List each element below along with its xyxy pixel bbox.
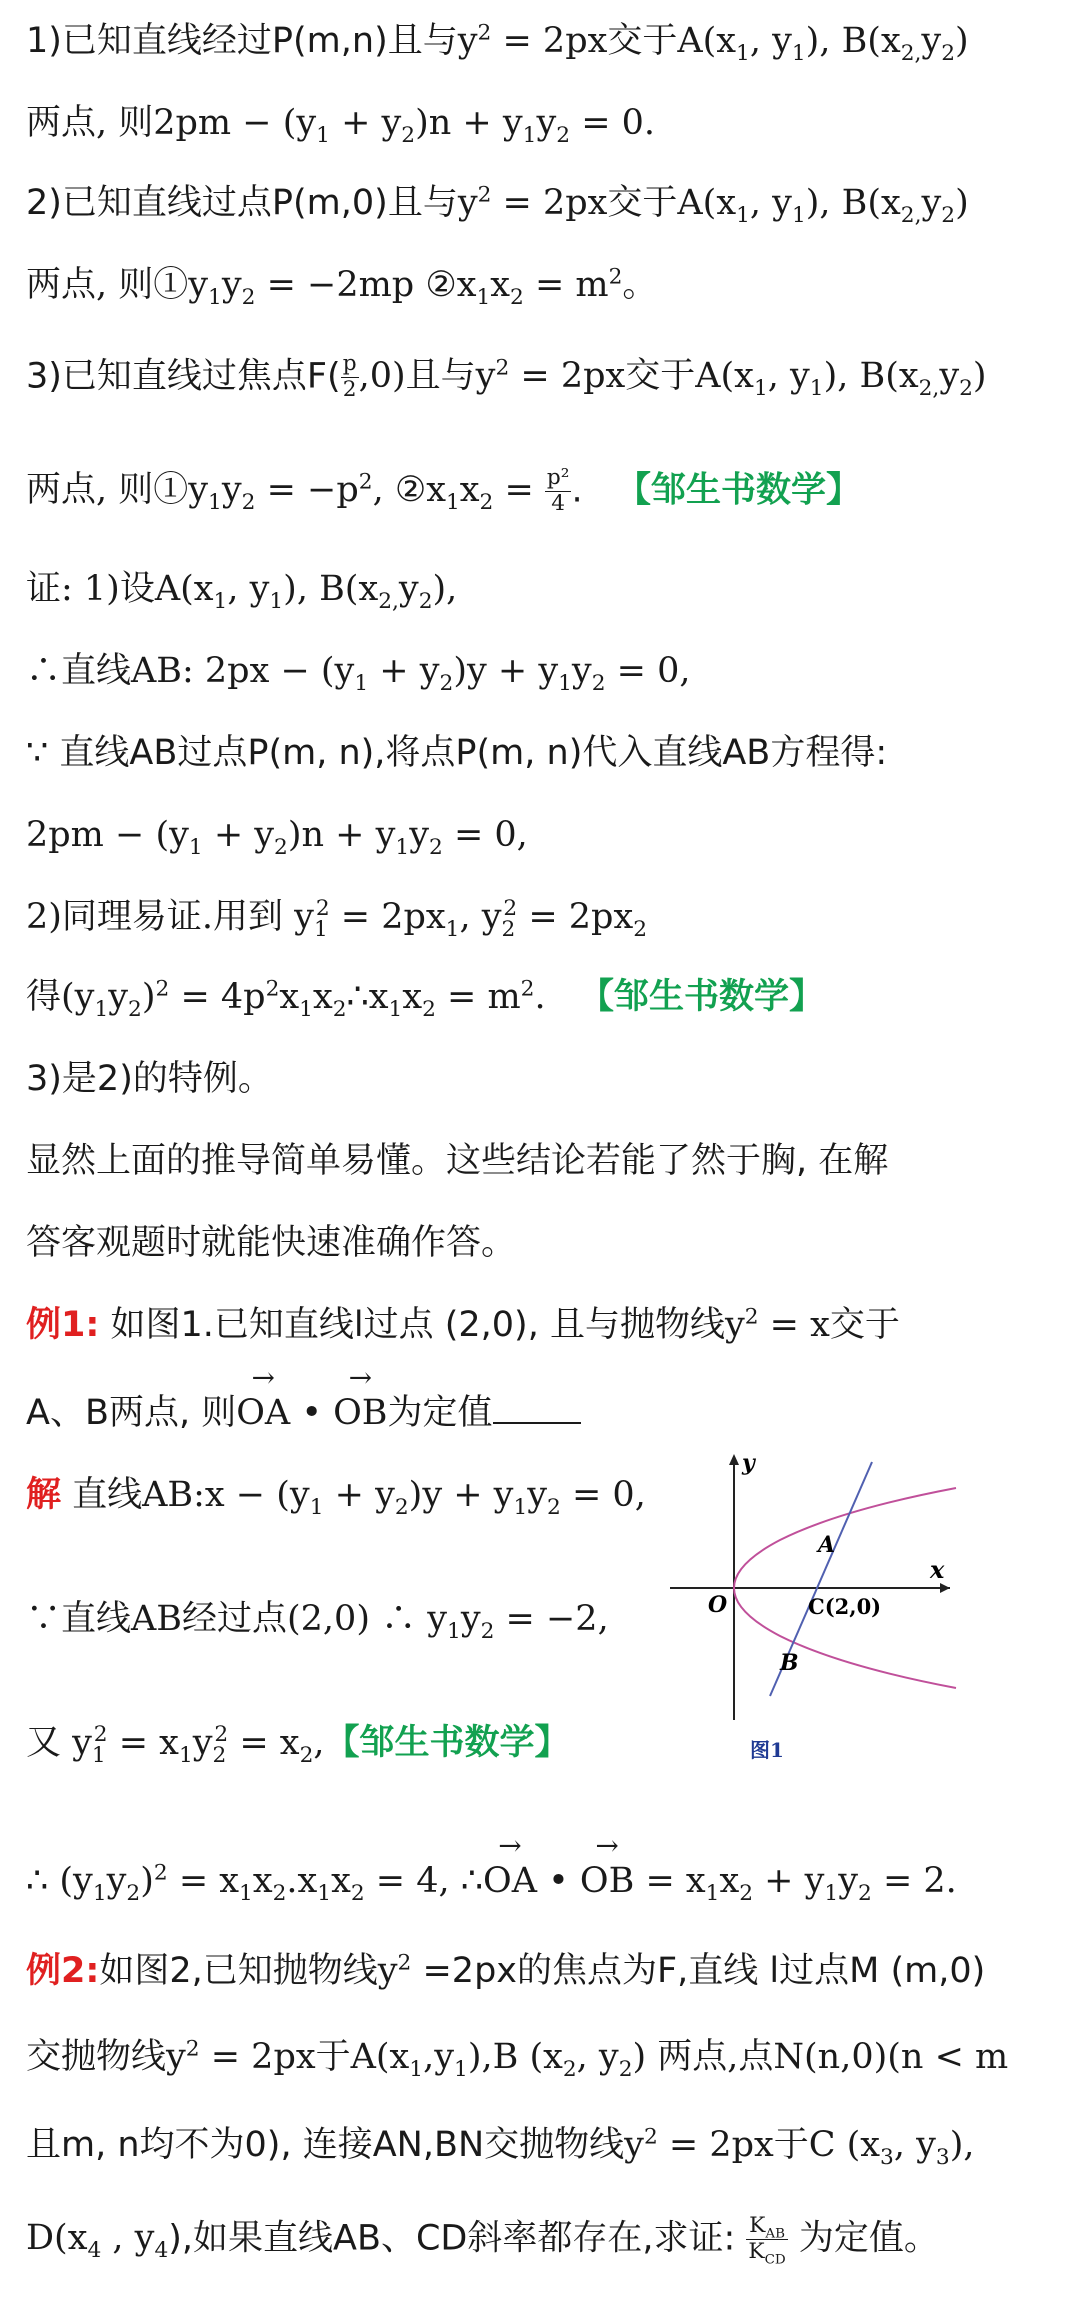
example-1-line-2: A、B两点, 则→ OA • → OB为定值	[26, 1390, 1060, 1436]
axis-x-label: x	[930, 1555, 945, 1584]
conclusion-3-line-1: 3)已知直线过焦点F( $\frac{p}{2}$ ,0)且与$y^2 = 2px$交于$A(x_1$, $y_1$), $B(x_{2,}y_2)$	[26, 351, 987, 402]
solution-label: 解	[26, 1475, 62, 1515]
vector-ob: → OB	[580, 1858, 634, 1904]
brand-tag: 【邹生书数学】	[616, 470, 862, 511]
fraction-kab-over-kcd: $\frac{K_{AB}}{K_{CD}}$	[748, 2213, 786, 2268]
fraction-p-over-2: $\frac{p}{2}$	[342, 351, 357, 402]
proof-line-6: 得$(y_1y_2)^2$ = $4p^2x_1x_2\therefore x_1x_2 = m^2$. 【邹生书数学】	[26, 976, 825, 1022]
example-2-line-1: 例2:如图2,已知抛物线$y^2 =2px$的焦点为F,直线 l过点M (m,0)	[26, 1950, 986, 1991]
conclusion-1-line-2: 两点, 则$2pm - (y_1 + y_2)n + y_1y_2 = 0$.	[26, 103, 656, 148]
solution-line-4: ∴ $(y_1y_2)^2 = x_1x_2.x_1x_2 = 4$, ∴→ OA • → OB = $x_1x_2 + y_1y_2 = 2$.	[26, 1858, 1060, 1904]
brand-tag: 【邹生书数学】	[324, 1723, 570, 1763]
example-1-line-1: 例1: 如图1.已知直线l过点 (2,0), 且与抛物线$y^2 = x$交于	[26, 1304, 900, 1345]
conclusion-2-line-2: 两点, 则$①y_1y_2 = -2mp$ $②x_1x_2 = m^2$。	[26, 264, 658, 310]
x-axis-arrow-icon	[940, 1583, 950, 1593]
answer-blank	[493, 1392, 581, 1424]
example-2-line-2: 交抛物线$y^2 = 2px$于$A(x_1,y_1),B$ ($x_2$, $y_2$) 两点,点N(n,0)(n < m	[26, 2036, 1009, 2082]
point-b-label: B	[780, 1650, 799, 1676]
proof-line-7: 3)是2)的特例。	[26, 1059, 273, 1099]
conclusion-1-line-1: 1)已知直线经过P(m,n)且与$y^2 = 2px$交于$A(x_1$, $y_1$), $B(x_{2,}y_2)$	[26, 20, 969, 66]
solution-line-1: 解 直线AB:x − $(y_1 + y_2)y + y_1y_2 = 0$,	[26, 1475, 646, 1520]
solution-line-3: 又 $y_1^2 = x_1y_2^2 = x_2$,【邹生书数学】	[26, 1722, 570, 1768]
point-c-label: C(2,0)	[808, 1594, 882, 1619]
proof-line-4: $2pm - (y_1 + y_2)n + y_1y_2 = 0$,	[26, 815, 528, 860]
remark-line-1: 显然上面的推导简单易懂。这些结论若能了然于胸, 在解	[26, 1141, 889, 1181]
vector-oa: → OA	[236, 1390, 290, 1436]
brand-tag: 【邹生书数学】	[579, 977, 825, 1017]
conclusion-3-line-2: 两点, 则$①y_1y_2 = -p^2$, $②x_1x_2$ = $\frac{\text{p²}}{4}$ . 【邹生书数学】	[26, 465, 862, 516]
conclusion-2-line-1: 2)已知直线过点P(m,0)且与$y^2 = 2px$交于$A(x_1$, $y_1$), $B(x_{2,}y_2)$	[26, 182, 969, 228]
figure-1-diagram	[660, 1448, 960, 1728]
remark-line-2: 答客观题时就能快速准确作答。	[26, 1223, 517, 1263]
fraction-p2-over-4: $\frac{\text{p²}}{4}$	[546, 465, 570, 516]
y-axis-arrow-icon	[729, 1454, 739, 1465]
proof-line-1: 证: 1)设$A(x_1$, $y_1$), $B(x_{2,}y_2)$,	[26, 569, 458, 614]
example-2-line-3: 且m, n均不为0), 连接AN,BN交抛物线$y^2 = 2px$于C ($x_3$, $y_3$),	[26, 2124, 975, 2170]
vector-ob: → OB	[333, 1390, 387, 1436]
example-2-label: 例2:	[26, 1951, 100, 1991]
axis-y-label: y	[742, 1450, 755, 1476]
solution-line-2: ∵直线AB经过点(2,0) ∴ $y_1y_2 = -2$,	[26, 1599, 609, 1644]
proof-line-2: ∴直线AB: $2px - (y_1 + y_2)y + y_1y_2 = 0$,	[26, 651, 691, 696]
point-a-label: A	[818, 1532, 836, 1558]
proof-line-5: 2)同理易证.用到 $y_1^2 = 2px_1$, $y_2^2 = 2px_2$	[26, 896, 648, 942]
example-2-line-4: $D(x_4$ , $y_4$),如果直线AB、CD斜率都存在,求证: $\frac{K_{AB}}{K_{CD}}$ 为定值。	[26, 2213, 939, 2268]
figure-caption: 图1	[750, 1738, 784, 1762]
origin-label: O	[708, 1592, 728, 1618]
vector-oa: → OA	[483, 1858, 537, 1904]
proof-line-3: ∵ 直线AB过点P(m, n),将点P(m, n)代入直线AB方程得:	[26, 733, 888, 773]
example-1-label: 例1:	[26, 1305, 100, 1345]
